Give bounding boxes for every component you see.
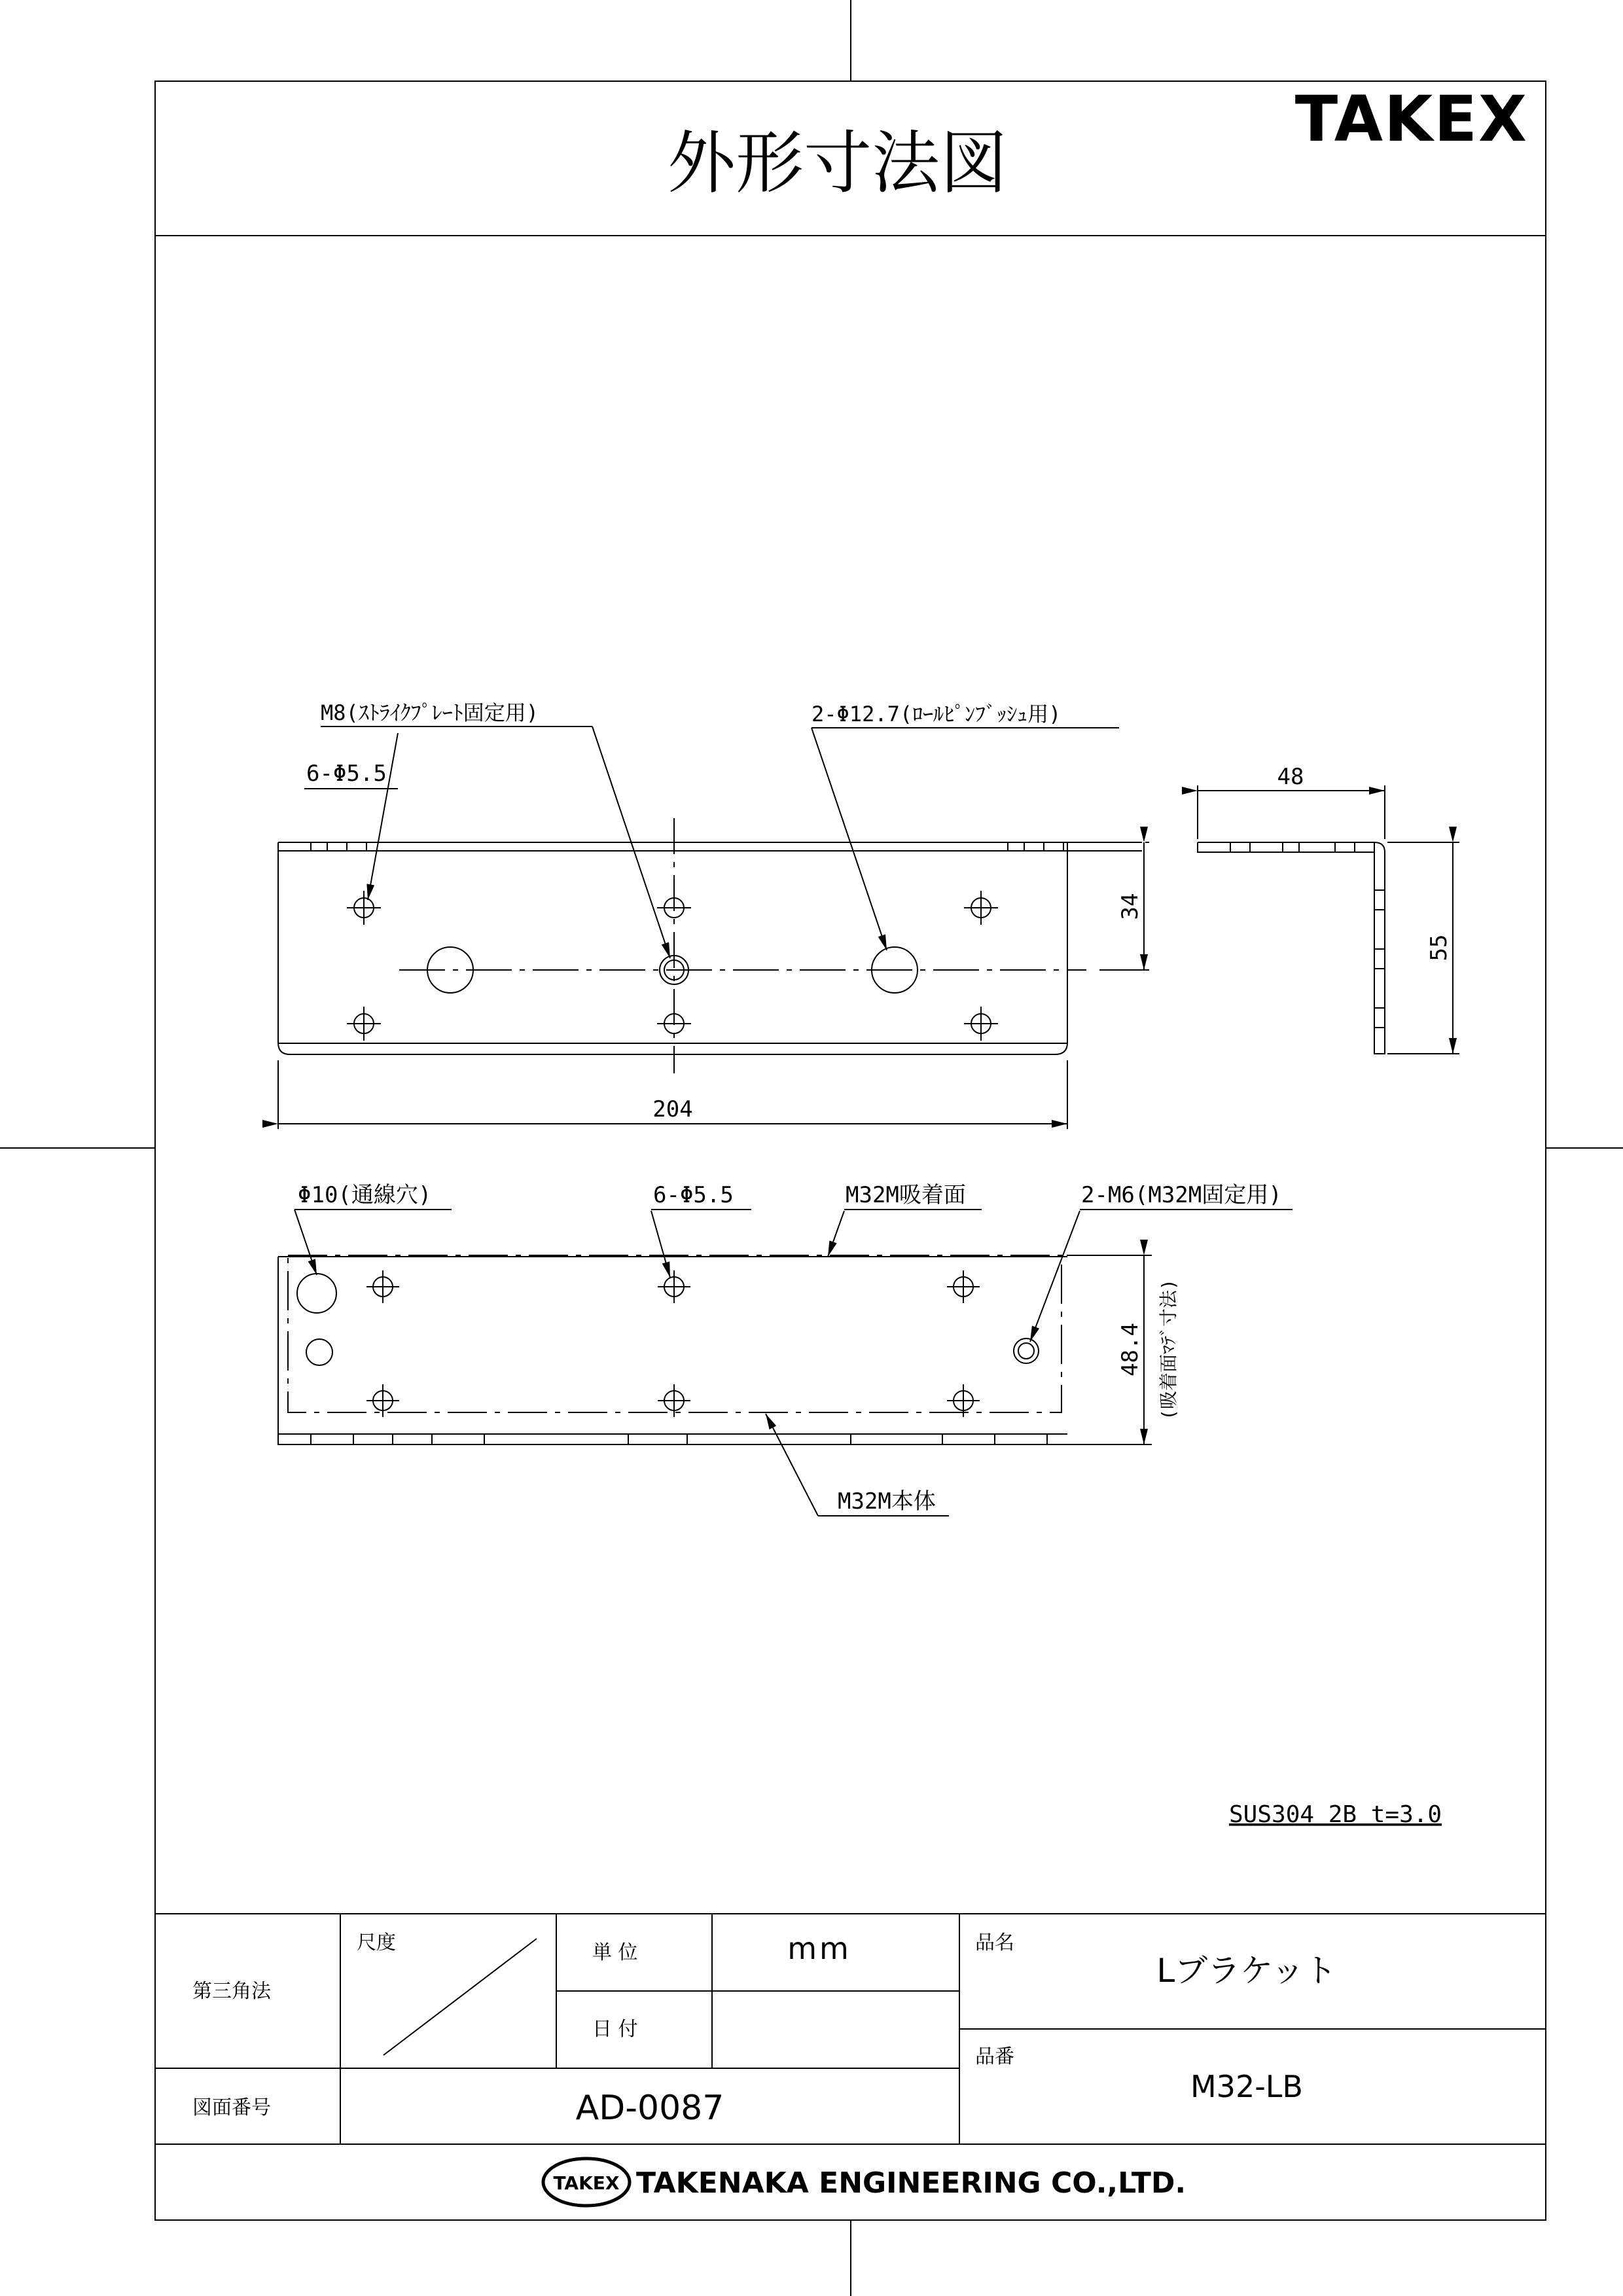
label-bottom-holes: 6-Φ5.5 [653, 1182, 734, 1208]
dim-34: 34 [1117, 893, 1143, 920]
label-m8-mount: M8(ｽﾄﾗｲｸﾌﾟﾚｰﾄ固定用) [321, 700, 539, 725]
label-roll-pin-holes: 2-Φ12.7(ﾛｰﾙﾋﾟﾝﾌﾞｯｼｭ用) [812, 702, 1061, 726]
label-top-holes: 6-Φ5.5 [306, 761, 387, 787]
dim-55: 55 [1426, 934, 1452, 961]
label-m6-mount: 2-M6(M32M固定用) [1081, 1182, 1282, 1208]
drawing-labels [298, 700, 1452, 1828]
company-logo-text: TAKEX [553, 2172, 620, 2194]
top-view [278, 726, 1149, 1129]
product-name-label: 品名 [975, 1931, 1014, 1954]
dim-48-4: 48.4 [1117, 1323, 1143, 1376]
unit-label: 単 位 [592, 1941, 638, 1964]
material-spec: SUS304 2B t=3.0 [1229, 1801, 1442, 1828]
drawing-no: AD-0087 [575, 2089, 724, 2128]
drawing-no-label: 図面番号 [192, 2096, 271, 2119]
company-footer [543, 2159, 1186, 2206]
product-name: Lブラケット [1156, 1952, 1337, 1990]
product-no: M32-LB [1190, 2069, 1304, 2104]
page-title: 外形寸法図 [667, 123, 1008, 203]
company-name: TAKENAKA ENGINEERING CO.,LTD. [636, 2166, 1186, 2200]
label-m32m-body: M32M本体 [838, 1488, 936, 1515]
date-label: 日 付 [592, 2018, 638, 2041]
unit-value: mm [787, 1931, 851, 1966]
product-no-label: 品番 [975, 2045, 1014, 2068]
brand-logo: TAKEX [1294, 82, 1528, 156]
scale-label: 尺度 [357, 1931, 396, 1954]
label-adhesion-face: M32M吸着面 [846, 1182, 966, 1208]
dim-48: 48 [1277, 764, 1304, 790]
dim-48-4-note: (吸着面ﾏﾃﾞ寸法) [1158, 1279, 1179, 1420]
dim-204: 204 [652, 1096, 693, 1122]
label-wiring-hole: Φ10(通線穴) [298, 1182, 432, 1208]
side-view [1198, 785, 1459, 1054]
sheet-border [155, 81, 1546, 2220]
projection-label: 第三角法 [192, 1980, 271, 2003]
